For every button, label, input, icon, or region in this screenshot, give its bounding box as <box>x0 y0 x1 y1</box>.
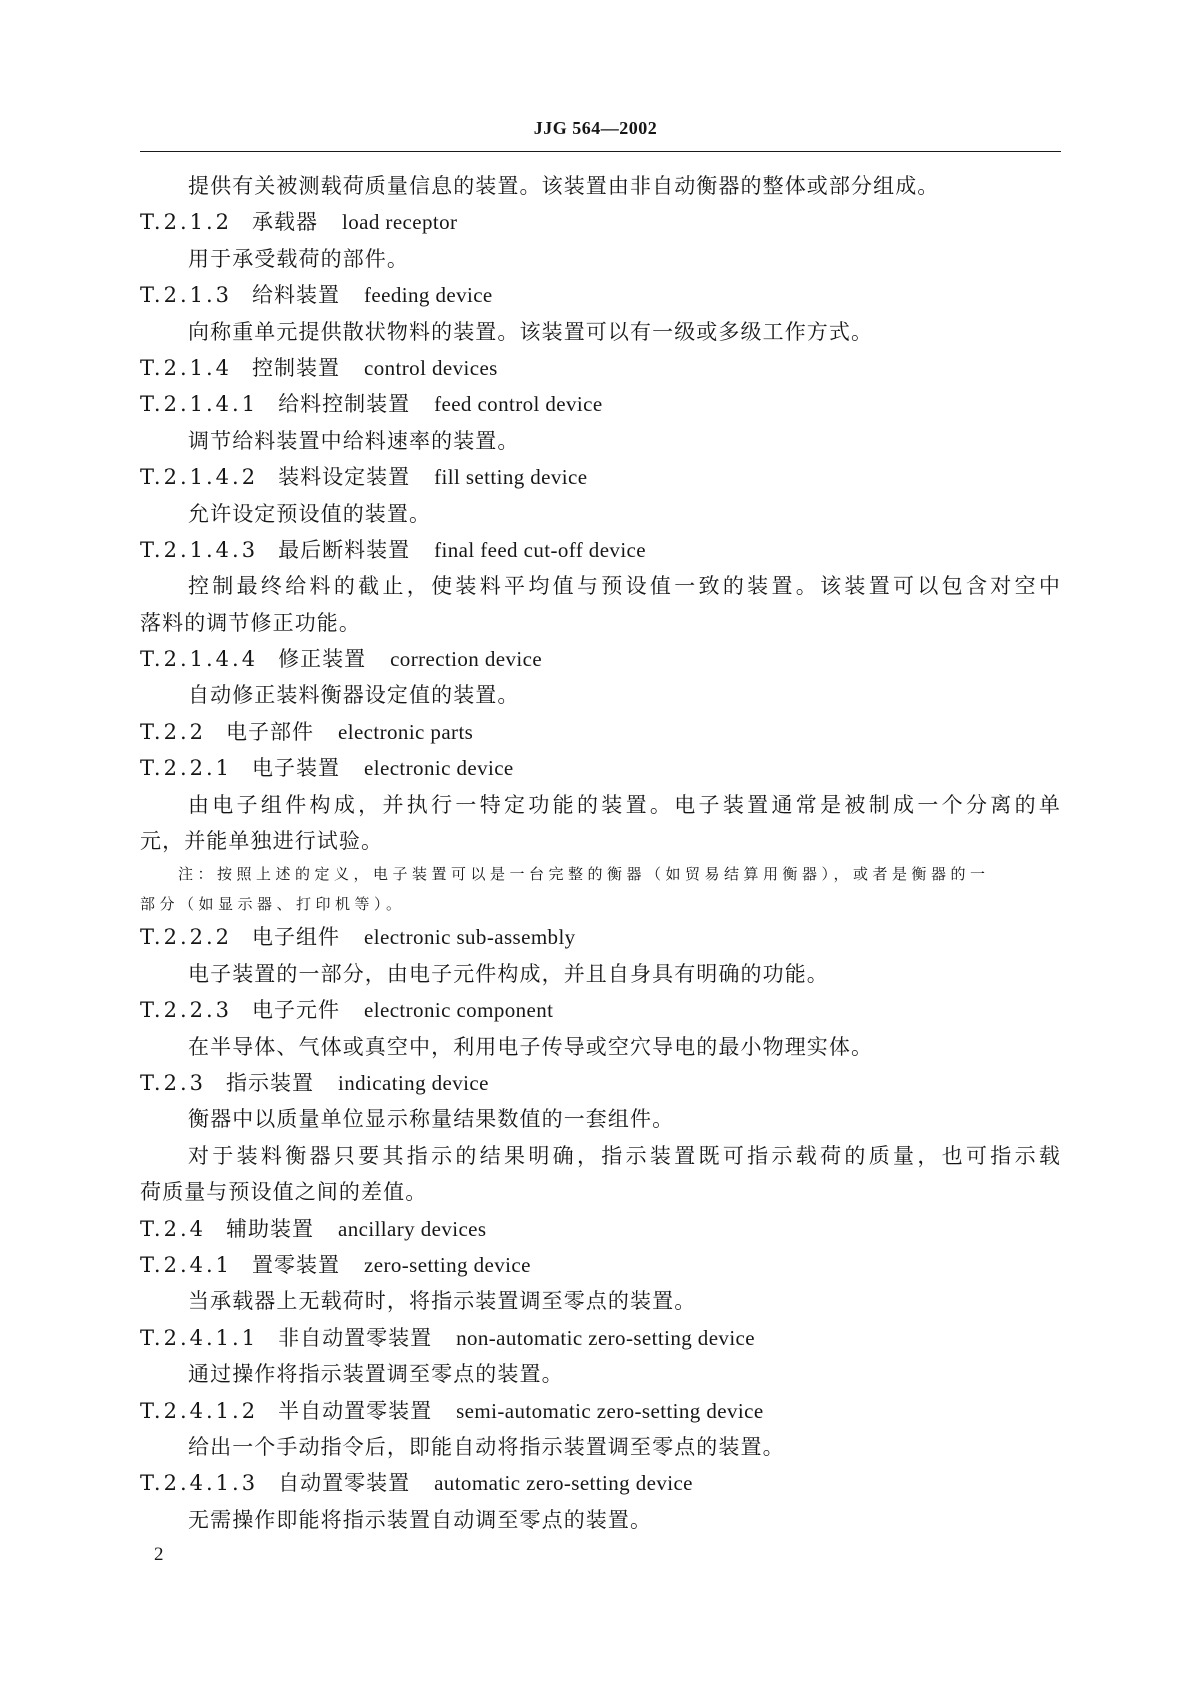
term-english: feeding device <box>364 283 493 308</box>
page-number: 2 <box>154 1544 164 1565</box>
term-english: load receptor <box>342 210 458 235</box>
term-english: electronic device <box>364 756 514 781</box>
definition-text: 给出一个手动指令后，即能自动将指示装置调至零点的装置。 <box>188 1434 785 1459</box>
term-number: T.2.1.4 <box>140 355 233 380</box>
term-heading <box>140 1247 1061 1283</box>
term-english: control devices <box>364 355 498 380</box>
term-english: semi-automatic zero-setting device <box>456 1398 764 1423</box>
term-english: electronic sub-assembly <box>364 925 576 950</box>
term-number: T.2.1.4.2 <box>140 465 259 490</box>
term-english: correction device <box>390 647 543 672</box>
term-number: T.2.4.1 <box>140 1252 233 1277</box>
term-english: fill setting device <box>434 465 588 490</box>
definition-text: 提供有关被测载荷质量信息的装置。该装置由非自动衡器的整体或部分组成。 <box>188 174 940 198</box>
term-chinese: 装料设定装置 <box>278 465 411 490</box>
term-heading <box>140 919 1061 955</box>
definition-text: 自动修正装料衡器设定值的装置。 <box>188 683 520 708</box>
term-heading <box>140 386 1061 422</box>
definition-text: 允许设定预设值的装置。 <box>188 501 432 526</box>
note-text: 注：按照上述的定义，电子装置可以是一台完整的衡器（如贸易结算用衡器），或者是衡器的一 <box>178 865 990 884</box>
term-heading <box>140 641 1061 677</box>
definition-text: 向称重单元提供散状物料的装置。该装置可以有一级或多级工作方式。 <box>188 319 874 344</box>
term-number: T.2.4.1.3 <box>140 1471 259 1496</box>
term-number: T.2.2 <box>140 719 206 744</box>
term-number: T.2.4 <box>140 1216 206 1241</box>
header-rule <box>140 151 1061 152</box>
term-english: feed control device <box>434 392 603 417</box>
term-english: electronic component <box>364 998 554 1023</box>
term-english: final feed cut-off device <box>434 537 646 562</box>
term-chinese: 给料装置 <box>252 283 341 308</box>
term-heading <box>140 459 1061 495</box>
definition-text: 在半导体、气体或真空中，利用电子传导或空穴导电的最小物理实体。 <box>188 1034 874 1059</box>
document-body <box>140 168 1061 1538</box>
paragraph-continuation: 荷质量与预设值之间的差值。 <box>140 1180 428 1205</box>
paragraph-text: 对于装料衡器只要其指示的结果明确，指示装置既可指示载荷的质量，也可指示载 <box>188 1143 1061 1168</box>
term-number: T.2.2.1 <box>140 756 233 781</box>
page-header: JJG 564—2002 <box>533 118 658 138</box>
paragraph-text: 控制最终给料的截止，使装料平均值与预设值一致的装置。该装置可以包含对空中 <box>188 574 1061 599</box>
term-chinese: 指示装置 <box>226 1070 314 1095</box>
term-number: T.2.3 <box>140 1070 206 1095</box>
term-number: T.2.2.2 <box>140 925 233 950</box>
term-heading <box>140 714 1061 750</box>
term-heading <box>140 277 1061 313</box>
definition-text: 无需操作即能将指示装置自动调至零点的装置。 <box>188 1507 653 1532</box>
definition-text: 通过操作将指示装置调至零点的装置。 <box>188 1362 564 1387</box>
term-english: ancillary devices <box>338 1216 487 1241</box>
paragraph-continuation: 落料的调节修正功能。 <box>140 610 361 635</box>
term-english: non-automatic zero-setting device <box>456 1325 755 1350</box>
term-heading <box>140 1320 1061 1356</box>
term-chinese: 电子装置 <box>252 756 341 781</box>
note-continuation: 部分（如显示器、打印机等）。 <box>140 895 406 914</box>
term-chinese: 电子元件 <box>252 998 341 1023</box>
term-english: indicating device <box>338 1070 489 1095</box>
definition-text: 衡器中以质量单位显示称量结果数值的一套组件。 <box>188 1107 675 1132</box>
term-chinese: 最后断料装置 <box>278 537 411 562</box>
term-heading <box>140 992 1061 1028</box>
term-english: automatic zero-setting device <box>434 1471 693 1496</box>
term-heading <box>140 1465 1061 1501</box>
term-chinese: 控制装置 <box>252 355 341 380</box>
term-heading <box>140 1065 1061 1101</box>
term-heading <box>140 750 1061 786</box>
paragraph-text: 由电子组件构成，并执行一特定功能的装置。电子装置通常是被制成一个分离的单 <box>188 792 1061 817</box>
term-chinese: 非自动置零装置 <box>278 1325 433 1350</box>
term-heading <box>140 204 1061 240</box>
term-chinese: 承载器 <box>252 210 319 235</box>
term-number: T.2.1.4.3 <box>140 537 259 562</box>
term-number: T.2.4.1.2 <box>140 1398 259 1423</box>
term-chinese: 辅助装置 <box>226 1216 314 1241</box>
term-heading <box>140 532 1061 568</box>
term-heading <box>140 1393 1061 1429</box>
term-chinese: 修正装置 <box>278 647 367 672</box>
term-number: T.2.1.4.1 <box>140 392 259 417</box>
term-number: T.2.2.3 <box>140 998 233 1023</box>
term-english: zero-setting device <box>364 1252 531 1277</box>
term-chinese: 置零装置 <box>252 1252 341 1277</box>
definition-text: 当承载器上无载荷时，将指示装置调至零点的装置。 <box>188 1289 697 1314</box>
term-chinese: 电子组件 <box>252 925 341 950</box>
term-number: T.2.1.4.4 <box>140 647 259 672</box>
definition-text: 调节给料装置中给料速率的装置。 <box>188 428 520 453</box>
paragraph-continuation: 元，并能单独进行试验。 <box>140 829 384 854</box>
definition-text: 用于承受载荷的部件。 <box>188 246 409 271</box>
term-english: electronic parts <box>338 719 474 744</box>
term-heading <box>140 350 1061 386</box>
term-number: T.2.1.3 <box>140 283 233 308</box>
definition-text: 电子装置的一部分，由电子元件构成，并且自身具有明确的功能。 <box>188 961 829 986</box>
term-heading <box>140 1211 1061 1247</box>
term-number: T.2.4.1.1 <box>140 1325 259 1350</box>
term-number: T.2.1.2 <box>140 210 233 235</box>
term-chinese: 电子部件 <box>226 719 314 744</box>
term-chinese: 给料控制装置 <box>278 392 411 417</box>
term-chinese: 自动置零装置 <box>278 1471 411 1496</box>
term-chinese: 半自动置零装置 <box>278 1398 433 1423</box>
